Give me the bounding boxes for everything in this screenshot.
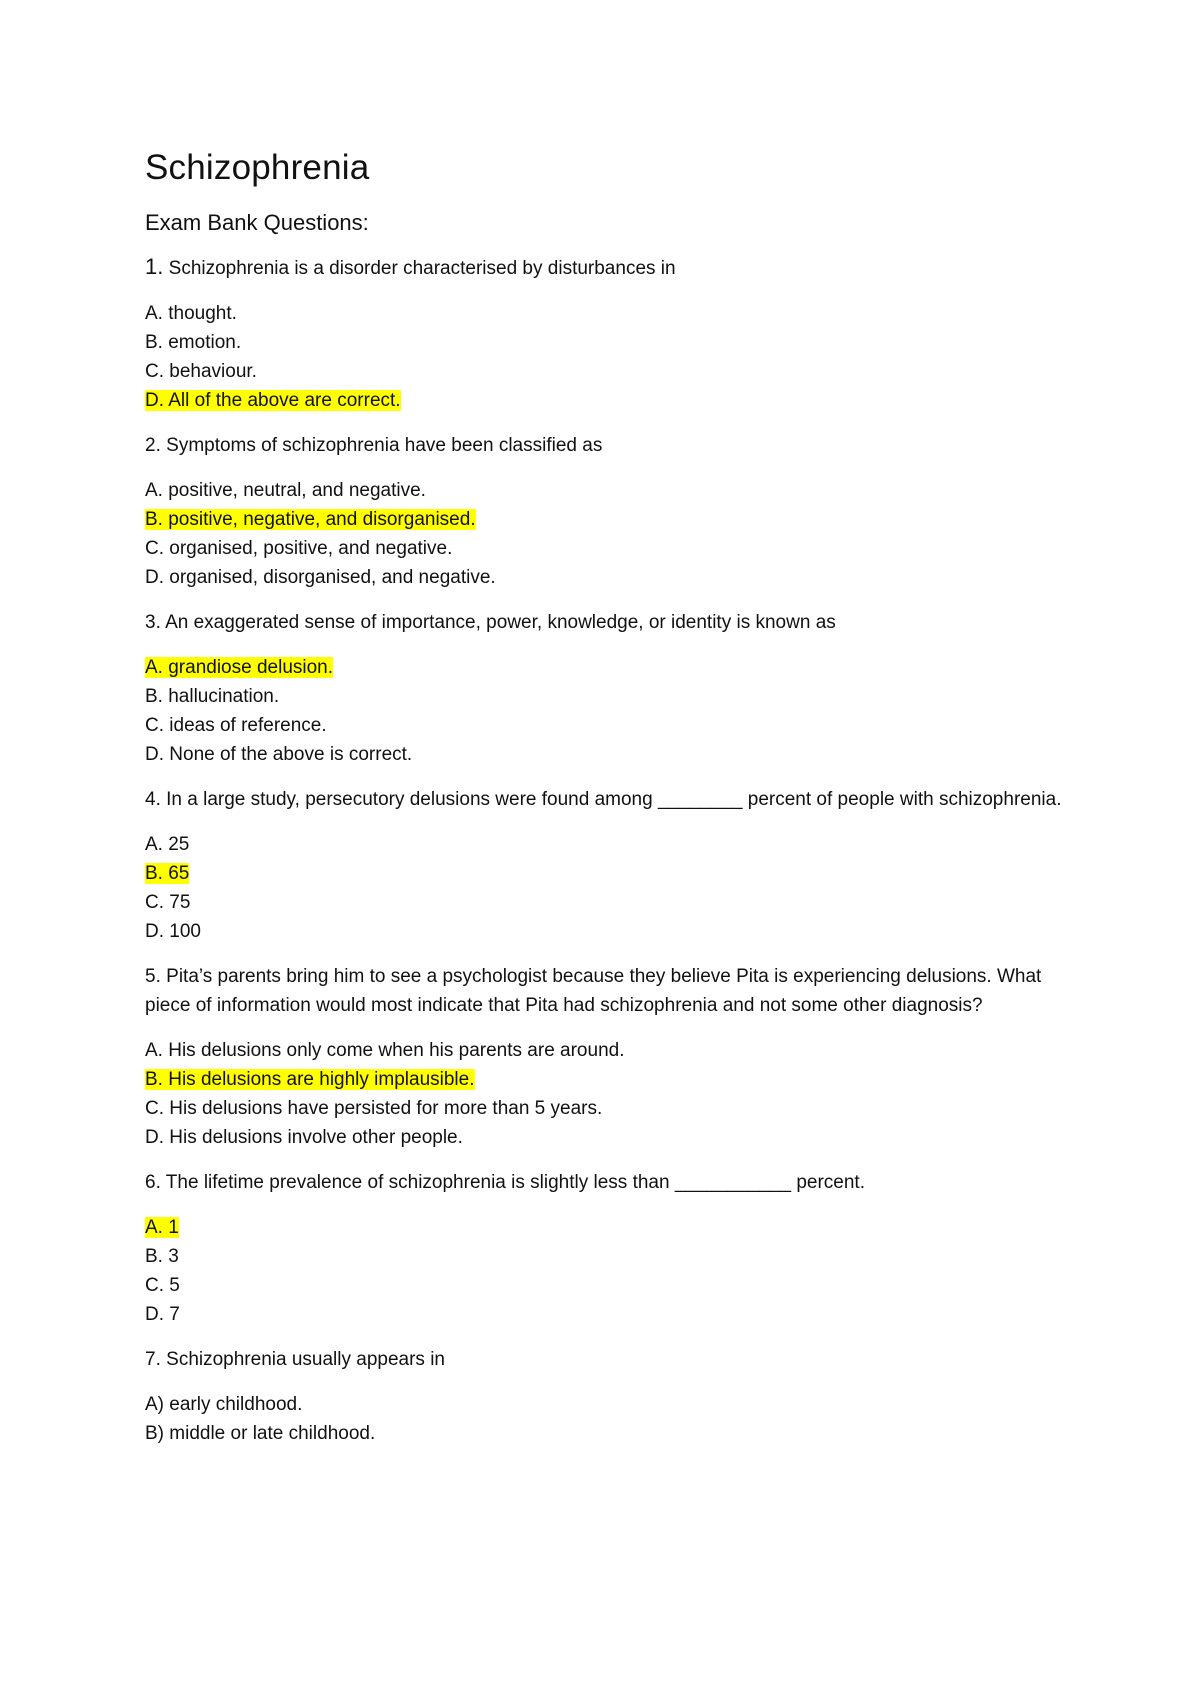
answer-option-text: D. 7 [145, 1304, 180, 1325]
answer-option-text: B. positive, negative, and disorganised. [145, 509, 476, 530]
question-block [145, 608, 1065, 769]
answer-option [145, 563, 1065, 592]
question-text [145, 1345, 1065, 1374]
answer-option-text: A) early childhood. [145, 1394, 303, 1415]
answer-option-text: A. positive, neutral, and negative. [145, 480, 426, 501]
answer-options [145, 1036, 1065, 1152]
answer-options [145, 1213, 1065, 1329]
answer-option-text: C. ideas of reference. [145, 715, 327, 736]
answer-option [145, 740, 1065, 769]
question-text [145, 252, 1065, 283]
question-block [145, 252, 1065, 415]
question-number: 7. [145, 1349, 161, 1370]
answer-options [145, 299, 1065, 415]
answer-option-text: D. His delusions involve other people. [145, 1127, 463, 1148]
answer-option-text: C. 5 [145, 1275, 180, 1296]
answer-option [145, 1390, 1065, 1419]
document-title: Schizophrenia [145, 148, 370, 187]
answer-option-correct [145, 859, 1065, 888]
question-text [145, 962, 1065, 1020]
answer-option-correct [145, 1213, 1065, 1242]
question-block [145, 785, 1065, 946]
answer-option-correct [145, 386, 1065, 415]
answer-option [145, 1300, 1065, 1329]
question-text [145, 431, 1065, 460]
answer-option-text: C. His delusions have persisted for more than 5 years. [145, 1098, 603, 1119]
answer-option-text: B. 65 [145, 863, 190, 884]
answer-option-text: C. behaviour. [145, 361, 257, 382]
document-subtitle: Exam Bank Questions: [145, 210, 369, 235]
answer-options [145, 1390, 1065, 1448]
answer-options [145, 476, 1065, 592]
answer-option [145, 1271, 1065, 1300]
question-block [145, 431, 1065, 592]
answer-option [145, 534, 1065, 563]
answer-option [145, 328, 1065, 357]
answer-options [145, 830, 1065, 946]
question-text [145, 785, 1065, 814]
question-text [145, 1168, 1065, 1197]
question-stem: An exaggerated sense of importance, power, knowledge, or identity is known as [165, 612, 836, 633]
answer-option-text: A. 1 [145, 1217, 179, 1238]
answer-option-text: D. 100 [145, 921, 201, 942]
question-stem: Schizophrenia usually appears in [166, 1349, 445, 1370]
question-stem: The lifetime prevalence of schizophrenia is slightly less than ___________ percent. [165, 1172, 865, 1193]
answer-option-text: A. 25 [145, 834, 190, 855]
answer-option-text: A. grandiose delusion. [145, 657, 334, 678]
question-stem: Schizophrenia is a disorder characterised by disturbances in [168, 258, 676, 279]
answer-option-text: C. organised, positive, and negative. [145, 538, 453, 559]
answer-option [145, 682, 1065, 711]
question-number: 2. [145, 435, 161, 456]
question-number: 1. [145, 254, 164, 279]
answer-option [145, 711, 1065, 740]
answer-option-text: B. 3 [145, 1246, 179, 1267]
answer-option-text: B. hallucination. [145, 686, 280, 707]
answer-option [145, 1094, 1065, 1123]
answer-options [145, 653, 1065, 769]
answer-option [145, 1242, 1065, 1271]
answer-option [145, 888, 1065, 917]
answer-option [145, 917, 1065, 946]
answer-option [145, 357, 1065, 386]
question-number: 5. [145, 966, 161, 987]
question-stem: Pita’s parents bring him to see a psychologist because they believe Pita is experiencing delusions. What piece of information would most indicate that Pita had schizophrenia and not some other diagnosis? [145, 966, 1042, 1016]
answer-option [145, 830, 1065, 859]
answer-option-text: C. 75 [145, 892, 191, 913]
question-stem: Symptoms of schizophrenia have been classified as [166, 435, 603, 456]
question-number: 3. [145, 612, 161, 633]
answer-option-text: D. All of the above are correct. [145, 390, 401, 411]
answer-option-text: D. None of the above is correct. [145, 744, 413, 765]
answer-option [145, 299, 1065, 328]
question-block [145, 1168, 1065, 1329]
answer-option-correct [145, 653, 1065, 682]
answer-option-correct [145, 1065, 1065, 1094]
question-number: 4. [145, 789, 161, 810]
answer-option-text: B) middle or late childhood. [145, 1423, 376, 1444]
document-page [145, 148, 1065, 1464]
answer-option-text: A. His delusions only come when his parents are around. [145, 1040, 625, 1061]
question-stem: In a large study, persecutory delusions were found among ________ percent of people with schizophrenia. [166, 789, 1062, 810]
answer-option-text: A. thought. [145, 303, 237, 324]
question-number: 6. [145, 1172, 161, 1193]
answer-option-text: B. emotion. [145, 332, 242, 353]
answer-option-text: B. His delusions are highly implausible. [145, 1069, 475, 1090]
answer-option [145, 476, 1065, 505]
answer-option-text: D. organised, disorganised, and negative. [145, 567, 496, 588]
question-list [145, 252, 1065, 1448]
answer-option-correct [145, 505, 1065, 534]
question-text [145, 608, 1065, 637]
question-block [145, 962, 1065, 1152]
question-block [145, 1345, 1065, 1448]
answer-option [145, 1419, 1065, 1448]
answer-option [145, 1123, 1065, 1152]
answer-option [145, 1036, 1065, 1065]
